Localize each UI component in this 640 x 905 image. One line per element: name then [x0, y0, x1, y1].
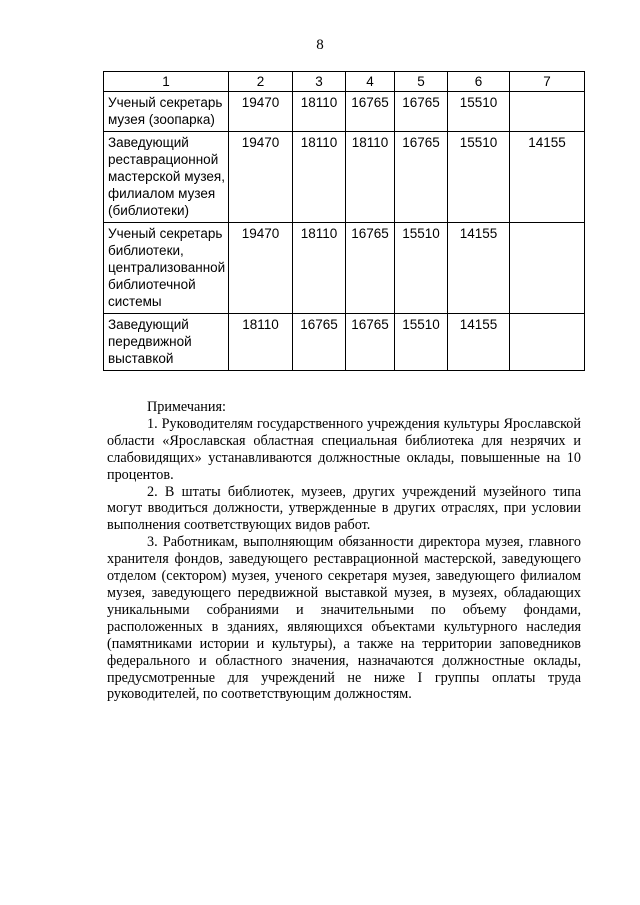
column-header: 2	[229, 72, 293, 92]
salary-cell: 15510	[448, 92, 510, 132]
position-cell: Ученый секретарь библиотеки, централизованной библиотечной системы	[104, 223, 229, 314]
salary-cell: 18110	[293, 223, 346, 314]
table-row	[104, 92, 585, 132]
salary-cell: 15510	[395, 314, 448, 371]
table-row	[104, 223, 585, 314]
table-row	[104, 314, 585, 371]
salary-cell: 19470	[229, 132, 293, 223]
position-cell: Заведующий реставрационной мастерской музея, филиалом музея (библиотеки)	[104, 132, 229, 223]
salary-cell: 18110	[293, 132, 346, 223]
column-header: 7	[510, 72, 585, 92]
salary-cell: 16765	[346, 223, 395, 314]
note-item: 1. Руководителям государственного учреждения культуры Ярославской области «Ярославская областная специальная библиотека для незрячих и слабовидящих» устанавливаются должностные оклады, повышенные на 10 процентов.	[107, 415, 581, 483]
table-row	[104, 132, 585, 223]
salary-cell: 16765	[346, 314, 395, 371]
salary-cell: 16765	[346, 92, 395, 132]
note-item: 2. В штаты библиотек, музеев, других учреждений музейного типа могут вводиться должности, утвержденные в других отраслях, при условии выполнения соответствующих видов работ.	[107, 483, 581, 534]
salary-cell: 14155	[448, 314, 510, 371]
salary-cell: 16765	[293, 314, 346, 371]
salary-cell: 19470	[229, 92, 293, 132]
position-cell: Заведующий передвижной выставкой	[104, 314, 229, 371]
column-header: 4	[346, 72, 395, 92]
salary-cell: 19470	[229, 223, 293, 314]
salary-cell	[510, 223, 585, 314]
salary-cell: 16765	[395, 132, 448, 223]
salary-cell: 18110	[293, 92, 346, 132]
salary-table	[103, 71, 585, 371]
salary-cell: 18110	[346, 132, 395, 223]
salary-cell: 14155	[510, 132, 585, 223]
note-item: 3. Работникам, выполняющим обязанности директора музея, главного хранителя фондов, заведующего реставрационной мастерской, заведующего отделом (сектором) музея, ученого секретаря музея, заведующего филиалом музея, заведующего передвижной выставкой музея, в музеях, обладающих уникальными собраниями и значительными по объему фондами, расположенных в зданиях, являющихся объектами культурного наследия (памятниками истории и культуры), а также на территории заповедников федерального и областного значения, назначаются должностные оклады, предусмотренные для учреждений не ниже I группы оплаты труда руководителей, по соответствующим должностям.	[107, 534, 581, 703]
salary-cell: 15510	[448, 132, 510, 223]
column-header: 3	[293, 72, 346, 92]
salary-cell	[510, 314, 585, 371]
table-header-row	[104, 72, 585, 92]
column-header: 1	[104, 72, 229, 92]
salary-cell	[510, 92, 585, 132]
position-cell: Ученый секретарь музея (зоопарка)	[104, 92, 229, 132]
salary-cell: 14155	[448, 223, 510, 314]
salary-cell: 15510	[395, 223, 448, 314]
column-header: 6	[448, 72, 510, 92]
notes-section	[107, 399, 581, 703]
page-number: 8	[316, 37, 324, 53]
notes-title: Примечания:	[147, 399, 226, 415]
salary-cell: 16765	[395, 92, 448, 132]
column-header: 5	[395, 72, 448, 92]
salary-cell: 18110	[229, 314, 293, 371]
